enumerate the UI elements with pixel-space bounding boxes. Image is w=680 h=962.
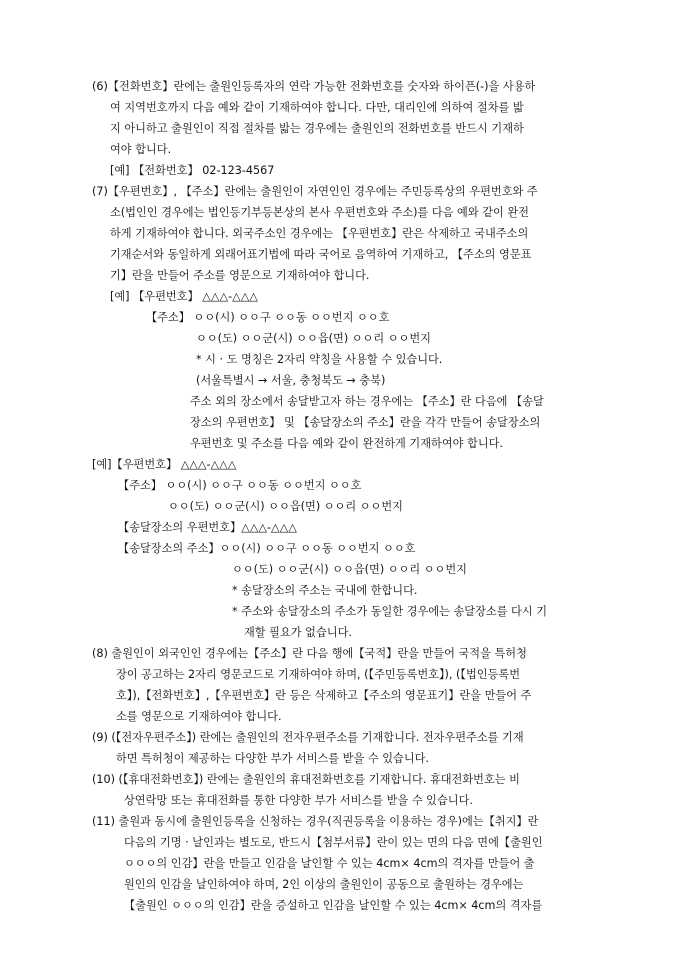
item10-line2: 상연락망 또는 휴대전화를 통한 다양한 부가 서비스를 받을 수 있습니다. [124, 794, 473, 807]
item6-line3: 지 아니하고 출원인이 직접 절차를 밟는 경우에는 출원인의 전화번호를 반드시 기재하 [110, 122, 524, 135]
item7-line1: (7)【우편번호】, 【주소】란에는 출원인이 자연인인 경우에는 주민등록상의 우편번호와 주 [92, 185, 538, 198]
item7-line3: 하게 기재하여야 합니다. 외국주소인 경우에는 【우편번호】란은 삭제하고 국내주소의 [110, 227, 529, 240]
example2-note2a: * 주소와 송달장소의 주소가 동일한 경우에는 송달장소를 다시 기 [232, 605, 548, 618]
example2-delivery-postcode: 【송달장소의 우편번호】△△△-△△△ [118, 521, 297, 534]
item8-line3: 호】),【전화번호】,【우편번호】란 등은 삭제하고【주소의 영문표기】란을 만들어 주 [116, 689, 532, 702]
example2-postcode: [예]【우편번호】 △△△-△△△ [92, 458, 237, 471]
example2-delivery-address2: ㅇㅇ(도) ㅇㅇ군(시) ㅇㅇ읍(면) ㅇㅇ리 ㅇㅇ번지 [232, 563, 467, 576]
item7-example-address2: ㅇㅇ(도) ㅇㅇ군(시) ㅇㅇ읍(면) ㅇㅇ리 ㅇㅇ번지 [196, 332, 431, 345]
item7-paragraph2: 장소의 우편번호】 및 【송달장소의 주소】란을 각각 만들어 송달장소의 [190, 416, 541, 429]
item7-example-postcode: [예] 【우편번호】 △△△-△△△ [110, 290, 258, 303]
example2-note1: * 송달장소의 주소는 국내에 한합니다. [232, 584, 418, 597]
item8-line4: 소를 영문으로 기재하여야 합니다. [116, 710, 282, 723]
item7-line4: 기재순서와 동일하게 외래어표기법에 따라 국어로 음역하여 기재하고, 【주소의 영문표 [110, 248, 532, 261]
item10-line1: (10) (【휴대전화번호】) 란에는 출원인의 휴대전화번호를 기재합니다. 휴대전화번호는 비 [92, 773, 520, 786]
item11-line2: 다음의 기명 · 날인과는 별도로, 반드시【첨부서류】란이 있는 면의 다음 면에【출원인 [124, 836, 543, 849]
item6-example: [예] 【전화번호】 02-123-4567 [110, 164, 275, 177]
item7-note1: * 시 · 도 명칭은 2자리 약칭을 사용할 수 있습니다. [196, 353, 443, 366]
item8-line1: (8) 출원인이 외국인인 경우에는【주소】란 다음 행에【국적】란을 만들어 국적을 특허청 [92, 647, 527, 660]
item7-line5: 기】란을 만들어 주소를 영문으로 기재하여야 합니다. [110, 269, 370, 282]
item6-line2: 여 지역번호까지 다음 예와 같이 기재하여야 합니다. 다만, 대리인에 의하여 절차를 밟 [110, 101, 524, 114]
example2-address1: 【주소】 ㅇㅇ(시) ㅇㅇ구 ㅇㅇ동 ㅇㅇ번지 ㅇㅇ호 [118, 479, 362, 492]
item7-example-address1: 【주소】 ㅇㅇ(시) ㅇㅇ구 ㅇㅇ동 ㅇㅇ번지 ㅇㅇ호 [146, 311, 390, 324]
item7-paragraph1: 주소 외의 장소에서 송달받고자 하는 경우에는 【주소】란 다음에 【송달 [190, 395, 544, 408]
item6-line4: 여야 합니다. [110, 143, 172, 156]
example2-delivery-address1: 【송달장소의 주소】ㅇㅇ(시) ㅇㅇ구 ㅇㅇ동 ㅇㅇ번지 ㅇㅇ호 [118, 542, 416, 555]
example2-note2b: 재할 필요가 없습니다. [244, 626, 352, 639]
item11-line4: 원인의 인감을 날인하여야 하며, 2인 이상의 출원인이 공동으로 출원하는 경우에는 [124, 878, 524, 891]
item7-line2: 소(법인인 경우에는 법인등기부등본상의 본사 우편번호와 주소)를 다음 예와 같이 완전 [110, 206, 529, 219]
item6-line1: (6)【전화번호】란에는 출원인등록자의 연락 가능한 전화번호를 숫자와 하이픈(-)을 사용하 [92, 80, 536, 93]
item11-line5: 【출원인 ㅇㅇㅇ의 인감】란을 증설하고 인감을 날인할 수 있는 4cm× 4cm의 격자를 [124, 899, 543, 912]
example2-address2: ㅇㅇ(도) ㅇㅇ군(시) ㅇㅇ읍(면) ㅇㅇ리 ㅇㅇ번지 [168, 500, 403, 513]
item9-line2: 하면 특허청이 제공하는 다양한 부가 서비스를 받을 수 있습니다. [116, 752, 429, 765]
item8-line2: 장이 공고하는 2자리 영문코드로 기재하여야 하며, (【주민등록번호】), (【법인등록번 [116, 668, 521, 681]
item11-line1: (11) 출원과 동시에 출원인등록을 신청하는 경우(직권등록을 이용하는 경우)에는【취지】란 [92, 815, 539, 828]
item7-paragraph3: 우편번호 및 주소를 다음 예와 같이 완전하게 기재하여야 합니다. [190, 437, 503, 450]
item7-note2: (서울특별시 → 서울, 충청북도 → 충북) [196, 374, 386, 387]
item11-line3: ㅇㅇㅇ의 인감】란을 만들고 인감을 날인할 수 있는 4cm× 4cm의 격자를 만들어 출 [124, 857, 535, 870]
item9-line1: (9) (【전자우편주소】) 란에는 출원인의 전자우편주소를 기재합니다. 전자우편주소를 기재 [92, 731, 524, 744]
